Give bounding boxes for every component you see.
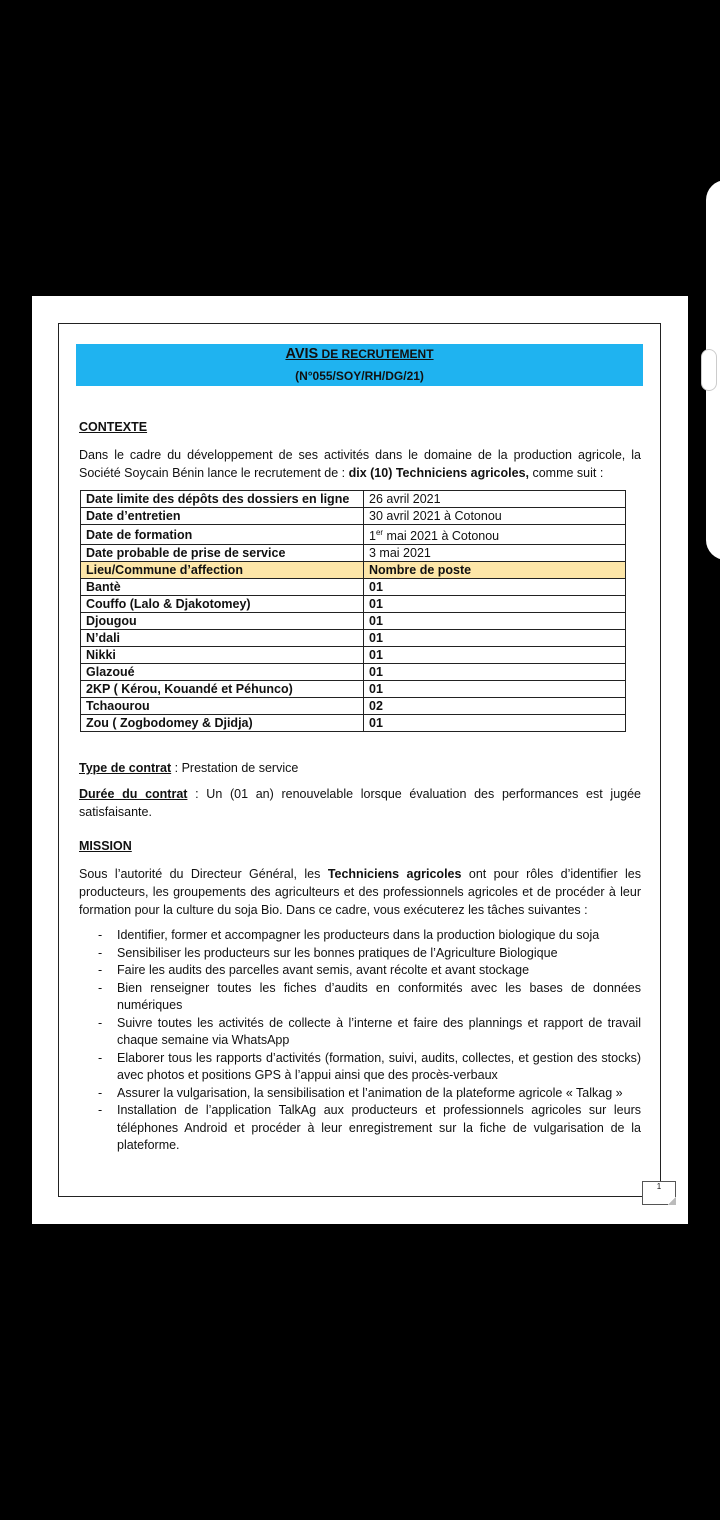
table-row [81, 596, 626, 613]
commune-cell: N’dali [81, 630, 364, 647]
contexte-paragraph [79, 446, 641, 482]
info-label: Date limite des dépôts des dossiers en ligne [81, 491, 364, 508]
mission-text-end: ont pour rôles d’identifier les producteurs, les groupements des agriculteurs et des professionnels agricoles et de procéder à leur formation pour la culture du soja Bio. Dans ce cadre, vous exécuterez les tâches suivantes : [79, 867, 642, 917]
list-item [79, 945, 641, 963]
bullet-dash: - [98, 980, 103, 995]
bullet-dash: - [98, 945, 103, 960]
commune-cell: Couffo (Lalo & Djakotomey) [81, 596, 364, 613]
task-text: Faire les audits des parcelles avant semis, avant récolte et avant stockage [117, 963, 530, 977]
info-row [81, 508, 626, 525]
postes-cell: 01 [364, 664, 626, 681]
info-label: Date de formation [81, 525, 364, 545]
header-commune: Lieu/Commune d’affection [81, 562, 364, 579]
table-row [81, 664, 626, 681]
header-postes: Nombre de poste [364, 562, 626, 579]
contract-duration-label: Durée du contrat [79, 787, 188, 801]
task-text: Identifier, former et accompagner les producteurs dans la production biologique du soja [117, 928, 600, 942]
table-row [81, 681, 626, 698]
commune-cell: 2KP ( Kérou, Kouandé et Péhunco) [81, 681, 364, 698]
task-text: Suivre toutes les activités de collecte à l’interne et faire des plannings et rapport de travail chaque semaine via WhatsApp [117, 1015, 641, 1047]
contract-duration [79, 785, 641, 821]
task-text: Bien renseigner toutes les fiches d’audits en conformités avec les bases de données numériques [117, 980, 641, 1012]
list-item [79, 1050, 641, 1085]
recruitment-table [80, 490, 626, 732]
table-row [81, 647, 626, 664]
postes-cell: 01 [364, 681, 626, 698]
info-value: 26 avril 2021 [364, 491, 626, 508]
info-value: 3 mai 2021 [364, 545, 626, 562]
task-text: Sensibiliser les producteurs sur les bonnes pratiques de l’Agriculture Biologique [117, 945, 558, 960]
info-row [81, 525, 626, 545]
contexte-bold: dix (10) Techniciens agricoles, [348, 466, 529, 480]
commune-cell: Djougou [81, 613, 364, 630]
title-avis: AVIS [285, 346, 319, 362]
contract-duration-value: : Un (01 an) renouvelable lorsque évaluation des performances est jugée satisfaisante. [79, 787, 641, 819]
commune-cell: Nikki [81, 647, 364, 664]
title-banner [76, 344, 643, 386]
document-page [32, 296, 688, 1224]
info-value-text: 1 [369, 529, 376, 544]
bullet-dash: - [98, 1015, 103, 1030]
table-row [81, 715, 626, 732]
mission-paragraph [79, 865, 641, 919]
contexte-text-end: comme suit : [529, 466, 604, 480]
postes-cell: 01 [364, 596, 626, 613]
table-row [81, 630, 626, 647]
commune-cell: Glazoué [81, 664, 364, 681]
title-recrutement: DE RECRUTEMENT [318, 347, 434, 361]
bullet-dash: - [98, 1085, 103, 1100]
contract-type [79, 759, 641, 777]
list-item [79, 980, 641, 1015]
banner-title [76, 346, 643, 362]
postes-cell: 01 [364, 647, 626, 664]
contexte-heading: CONTEXTE [79, 420, 148, 434]
table-row [81, 579, 626, 596]
bullet-dash: - [98, 928, 103, 942]
postes-cell: 01 [364, 613, 626, 630]
contract-type-value: : Prestation de service [171, 761, 299, 775]
postes-cell: 01 [364, 579, 626, 596]
contexte-text: Dans le cadre du développement de ses activités dans le domaine de la production agricole, la Société Soycain Bénin lance le recrutement de : [79, 448, 641, 480]
info-value-sup: er [375, 528, 384, 537]
postes-cell: 01 [364, 630, 626, 647]
page-number: 1 [642, 1181, 676, 1205]
task-text: Assurer la vulgarisation, la sensibilisation et l’animation de la plateforme agricole « Talkag » [117, 1085, 623, 1100]
list-item [79, 927, 641, 945]
info-value: 30 avril 2021 à Cotonou [364, 508, 626, 525]
info-row [81, 545, 626, 562]
list-item [79, 1085, 641, 1103]
table-header-row [81, 562, 626, 579]
task-list [79, 927, 641, 1155]
task-text: Elaborer tous les rapports d’activités (formation, suivi, audits, collectes, et gestion des stocks) avec photos et positions GPS à l’appui ainsi que des procès-verbaux [117, 1050, 641, 1082]
info-value [364, 525, 626, 545]
info-label: Date probable de prise de service [81, 545, 364, 562]
list-item [79, 962, 641, 980]
commune-cell: Bantè [81, 579, 364, 596]
list-item [79, 1102, 641, 1155]
info-label: Date d’entretien [81, 508, 364, 525]
info-row [81, 491, 626, 508]
bullet-dash: - [98, 1103, 103, 1117]
task-text: Installation de l’application TalkAg aux producteurs et professionnels agricoles sur leurs téléphones Android et procéder à leur enregistrement sur la fiche de vulgarisation de la plateforme. [117, 1103, 641, 1152]
bullet-dash: - [98, 963, 103, 977]
side-panel-handle[interactable] [706, 180, 720, 560]
commune-cell: Zou ( Zogbodomey & Djidja) [81, 715, 364, 732]
mission-heading: MISSION [79, 839, 132, 853]
commune-cell: Tchaourou [81, 698, 364, 715]
postes-cell: 01 [364, 715, 626, 732]
postes-cell: 02 [364, 698, 626, 715]
reference-number: (N°055/SOY/RH/DG/21) [295, 369, 424, 383]
table-row [81, 613, 626, 630]
mission-bold: Techniciens agricoles [327, 867, 462, 881]
info-value-text: mai 2021 à Cotonou [383, 529, 500, 544]
table-row [81, 698, 626, 715]
bullet-dash: - [98, 1050, 103, 1065]
contract-type-label: Type de contrat [79, 761, 172, 775]
mission-text: Sous l’autorité du Directeur Général, les [79, 867, 328, 881]
list-item [79, 1015, 641, 1050]
